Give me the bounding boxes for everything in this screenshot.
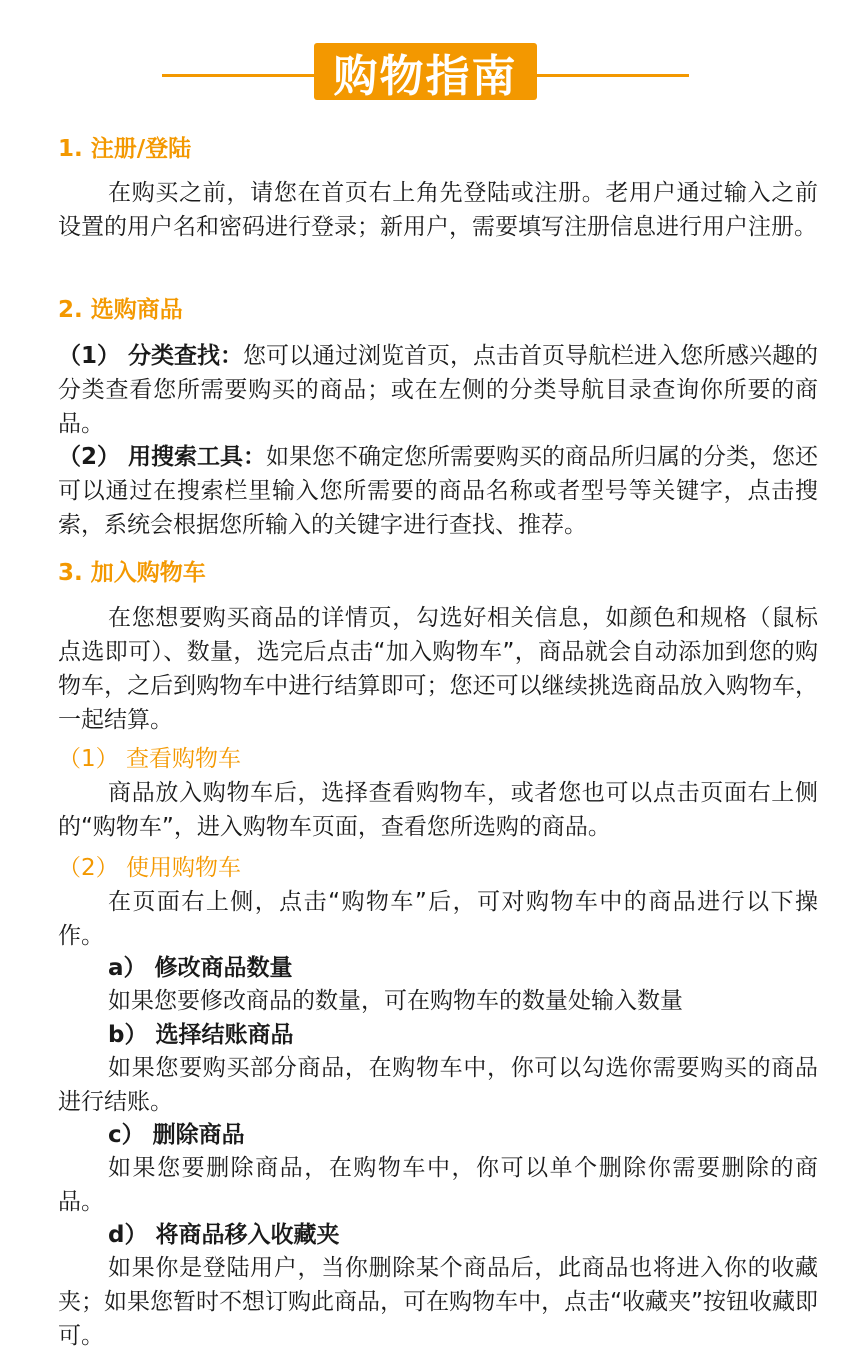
item-2-label: （2） 用搜索工具： [58,444,267,470]
section-1-paragraph: 在购买之前，请您在首页右上角先登陆或注册。老用户通过输入之前设置的用户名和密码进行登录；新用户，需要填写注册信息进行用户注册。 [58,180,818,240]
item-2-text: 如果您不确定您所需要购买的商品所归属的分类，您还可以通过在搜索栏里输入您所需要的商品名称或者型号等关键字，点击搜索，系统会根据您所输入的关键字进行查找、推荐。 [58,444,819,538]
subsection-use-cart: （2） 使用购物车 [58,855,241,881]
section-3-heading: 3. 加入购物车 [58,560,206,586]
section-2-heading: 2. 选购商品 [58,297,183,323]
header-rule-left [162,74,314,77]
op-c-paragraph: 如果您要删除商品，在购物车中，你可以单个删除你需要删除的商品。 [58,1155,818,1215]
page-title: 购物指南 [314,43,537,100]
section-2-item-1 [58,339,818,441]
op-c-title: c） 删除商品 [108,1122,245,1148]
view-cart-paragraph: 商品放入购物车后，选择查看购物车，或者您也可以点击页面右上侧的“购物车”，进入购物车页面，查看您所选购的商品。 [58,780,818,840]
op-b-title: b） 选择结账商品 [108,1022,294,1048]
section-2-item-2 [58,440,818,542]
op-a-title: a） 修改商品数量 [108,955,293,981]
item-1-label: （1） 分类查找： [58,343,244,369]
op-a-paragraph: 如果您要修改商品的数量，可在购物车的数量处输入数量 [108,988,683,1014]
section-3-paragraph: 在您想要购买商品的详情页，勾选好相关信息，如颜色和规格（鼠标点选即可）、数量，选完后点击“加入购物车”，商品就会自动添加到您的购物车，之后到购物车中进行结算即可；您还可以继续挑选商品放入购物车，一起结算。 [58,605,818,733]
header-rule-right [537,74,689,77]
section-1-heading: 1. 注册/登陆 [58,136,192,162]
op-b-paragraph: 如果您要购买部分商品，在购物车中，你可以勾选你需要购买的商品进行结账。 [58,1055,818,1115]
item-1-text: 您可以通过浏览首页，点击首页导航栏进入您所感兴趣的分类查看您所需要购买的商品；或在左侧的分类导航目录查询你所要的商品。 [58,343,819,437]
op-d-title: d） 将商品移入收藏夹 [108,1222,340,1248]
op-d-paragraph: 如果你是登陆用户，当你删除某个商品后，此商品也将进入你的收藏夹；如果您暂时不想订购此商品，可在购物车中，点击“收藏夹”按钮收藏即可。 [58,1255,818,1349]
subsection-view-cart: （1） 查看购物车 [58,746,241,772]
guide-header [0,43,865,103]
use-cart-paragraph: 在页面右上侧，点击“购物车”后，可对购物车中的商品进行以下操作。 [58,889,818,949]
